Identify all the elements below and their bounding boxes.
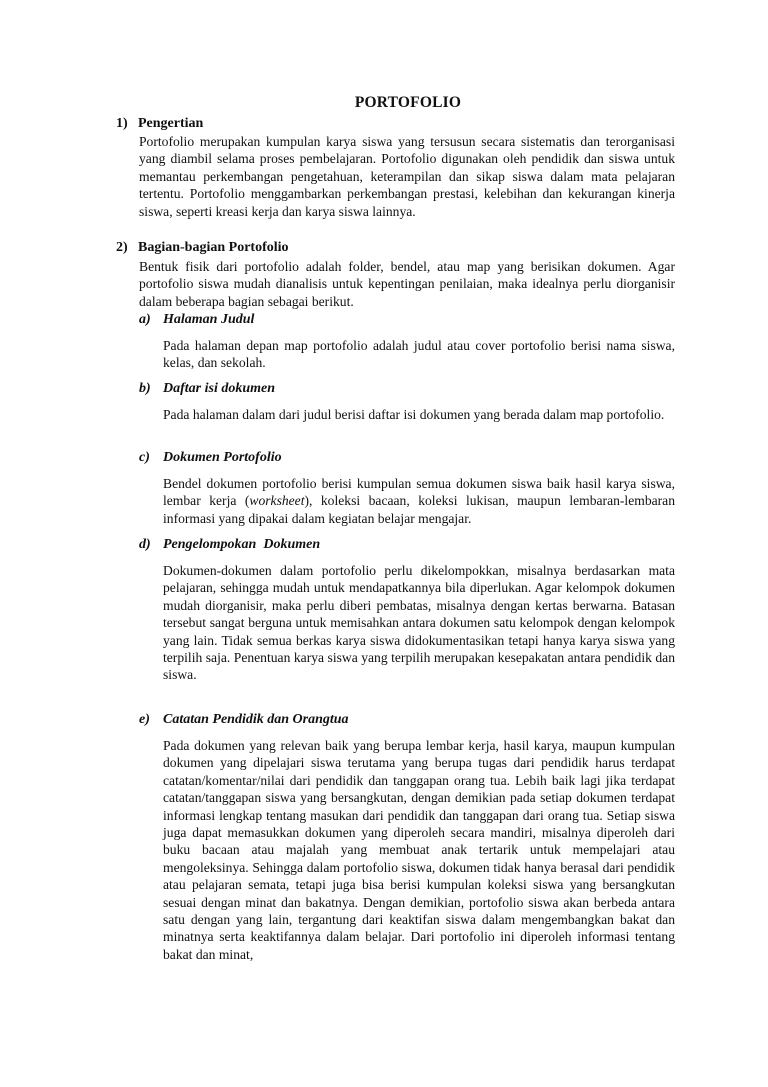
subsection-title: Dokumen Portofolio (163, 450, 282, 465)
subsection-letter: c) (139, 450, 150, 465)
subsection-letter: d) (139, 537, 151, 552)
subsection-c-heading (139, 449, 282, 467)
subsection-b-paragraph: Pada halaman dalam dari judul berisi daftar isi dokumen yang berada dalam map portofolio. (163, 407, 665, 422)
section-2-heading (116, 239, 289, 257)
subsection-letter: e) (139, 712, 150, 727)
section-2-paragraph: Bentuk fisik dari portofolio adalah folder, bendel, atau map yang berisikan dokumen. Agar portofolio siswa mudah dianalisis untuk kepentingan penilaian, maka idealnya perlu diorganisir dalam beberapa bagian sebagai berikut. (139, 259, 675, 309)
section-number: 1) (116, 116, 128, 131)
subsection-a-paragraph: Pada halaman depan map portofolio adalah judul atau cover portofolio berisi nama siswa, kelas, dan sekolah. (163, 338, 675, 371)
subsection-letter: a) (139, 312, 151, 327)
subsection-e-heading (139, 711, 349, 729)
subsection-title: Halaman Judul (163, 312, 255, 327)
subsection-c-paragraph (163, 475, 675, 527)
section-title: Pengertian (138, 116, 204, 131)
subsection-a-heading (139, 311, 254, 329)
section-title: Bagian-bagian Portofolio (138, 240, 289, 255)
paragraph-text: Bendel dokumen portofolio berisi kumpulan semua dokumen siswa baik hasil karya siswa, lembar kerja ( (163, 476, 675, 509)
page-title: PORTOFOLIO (354, 94, 462, 111)
section-number: 2) (116, 240, 128, 255)
subsection-b-heading (139, 380, 275, 398)
subsection-letter: b) (139, 381, 151, 396)
subsection-d-heading (139, 536, 320, 554)
subsection-title: Daftar isi dokumen (163, 381, 276, 396)
subsection-title: Catatan Pendidik dan Orangtua (163, 712, 349, 727)
subsection-title: Pengelompokan Dokumen (163, 537, 321, 552)
italic-term: worksheet (249, 493, 305, 509)
paragraph-text: ), koleksi bacaan, koleksi lukisan, maupun lembaran-lembaran informasi yang dipakai dalam kegiatan belajar mengajar. (163, 493, 676, 526)
subsection-e-paragraph: Pada dokumen yang relevan baik yang berupa lembar kerja, hasil karya, maupun kumpulan dokumen yang dipelajari siswa terutama yang berupa tugas dari pendidik harus terdapat catatan/komentar/nilai dari pendidik dan tanggapan orang tua. Lebih baik lagi jika terdapat catatan/tanggapan siswa yang bersangkutan, dengan demikian pada setiap dokumen terdapat informasi lengkap tentang masukan dari pendidik dan tanggapan dari orang tua. Setiap siswa juga dapat memasukkan dokumen yang diperoleh secara mandiri, misalnya diperoleh dari buku bacaan atau majalah yang membuat anak tertarik untuk mempelajari atau mengoleksinya. Sehingga dalam portofolio siswa, dokumen tidak hanya berasal dari pendidik atau pelajaran semata, tetapi juga bisa berisi kumpulan koleksi siswa yang bersangkutan sesuai dengan minat dan bakatnya. Dengan demikian, portofolio siswa akan berbeda antara satu dengan yang lain, tergantung dari keaktifan siswa dalam mengembangkan bakat dan minatnya serta keaktifannya dalam belajar. Dari portofolio ini diperoleh informasi tentang bakat dan minat, (163, 738, 675, 962)
section-1-heading (116, 115, 203, 133)
section-1-paragraph: Portofolio merupakan kumpulan karya siswa yang tersusun secara sistematis dan terorganisasi yang diambil selama proses pembelajaran. Portofolio digunakan oleh pendidik dan siswa untuk memantau perkembangan pengetahuan, keterampilan dan sikap siswa dalam mata pelajaran tertentu. Portofolio menggambarkan perkembangan prestasi, kelebihan dan kekurangan kinerja siswa, seperti kreasi kerja dan karya siswa lainnya. (139, 134, 675, 219)
subsection-d-paragraph: Dokumen-dokumen dalam portofolio perlu dikelompokkan, misalnya berdasarkan mata pelajaran, sehingga mudah untuk mendapatkannya bila diperlukan. Agar kelompok dokumen mudah diorganisir, maka perlu diberi pembatas, misalnya dengan kertas berwarna. Batasan tersebut sangat berguna untuk memisahkan antara dokumen satu kelompok dengan kelompok yang lain. Tidak semua berkas karya siswa didokumentasikan tetapi hanya karya siswa yang terpilih saja. Penentuan karya siswa yang terpilih merupakan kesepakatan antara pendidik dan siswa. (163, 563, 675, 683)
